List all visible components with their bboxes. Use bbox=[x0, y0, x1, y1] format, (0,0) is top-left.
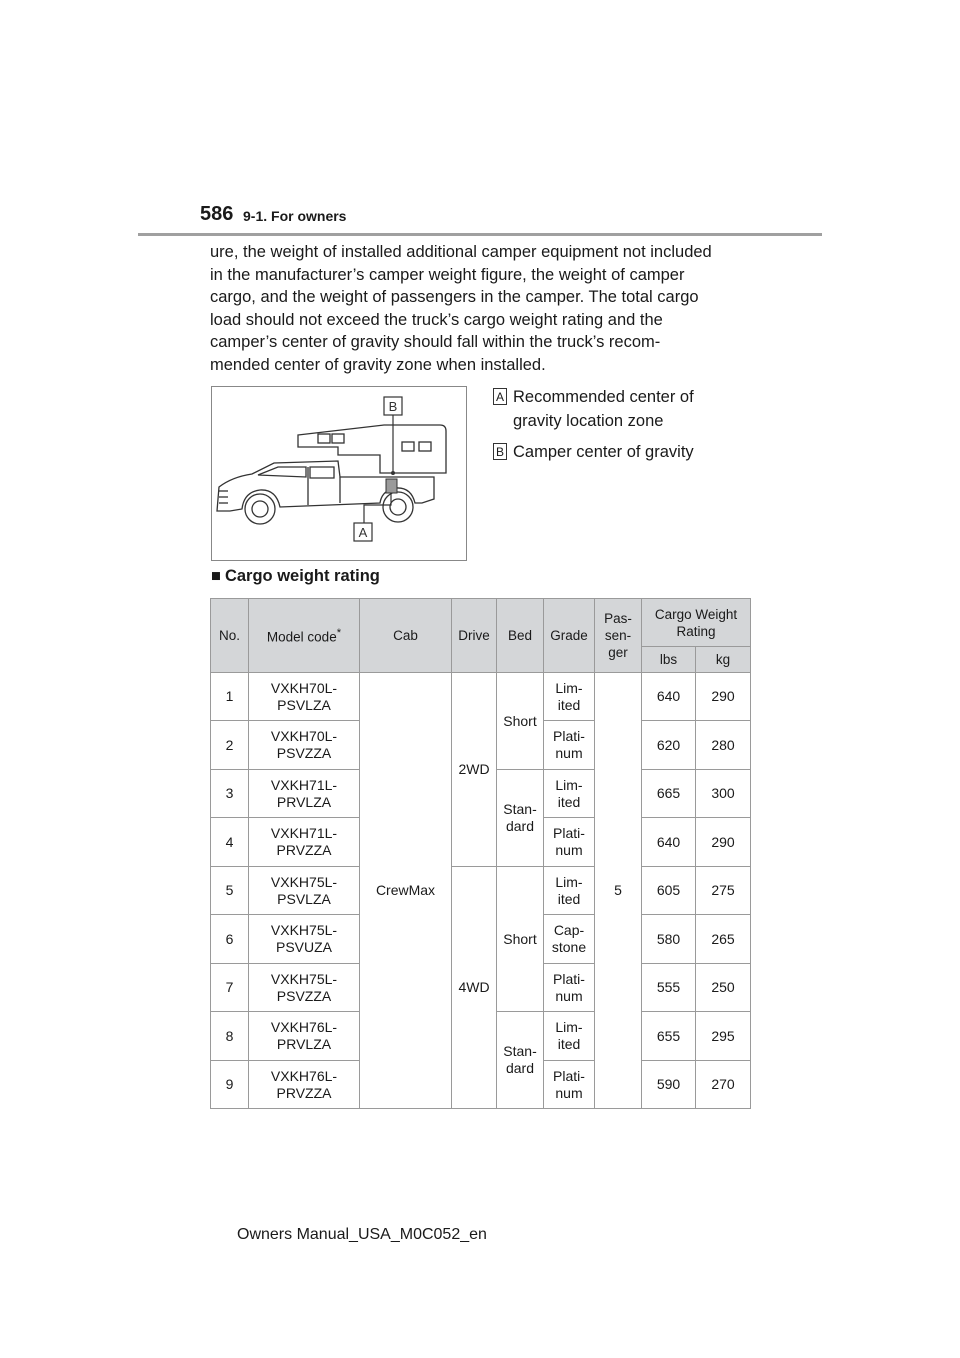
cell-model: VXKH70L- PSVZZA bbox=[249, 721, 360, 770]
camper-outline bbox=[298, 425, 446, 473]
cell-no: 3 bbox=[211, 770, 249, 818]
page-number: 586 bbox=[200, 203, 234, 225]
cell-model: VXKH71L- PRVZZA bbox=[249, 818, 360, 867]
cell-lbs: 620 bbox=[642, 721, 696, 770]
cell-model: VXKH76L- PRVLZA bbox=[249, 1012, 360, 1061]
cell-model: VXKH71L- PRVLZA bbox=[249, 770, 360, 818]
cell-no: 2 bbox=[211, 721, 249, 770]
header-cargo-weight-rating: Cargo Weight Rating bbox=[642, 599, 751, 647]
header-divider bbox=[138, 233, 822, 236]
cell-lbs: 605 bbox=[642, 867, 696, 915]
cell-bed: Short bbox=[497, 867, 544, 1012]
cell-kg: 265 bbox=[696, 915, 751, 964]
page-footer: Owners Manual_USA_M0C052_en bbox=[237, 1226, 487, 1243]
cell-grade: Lim- ited bbox=[544, 867, 595, 915]
cell-grade: Plati- num bbox=[544, 818, 595, 867]
header-model-code-text: Model code bbox=[266, 629, 337, 645]
header-grade: Grade bbox=[544, 599, 595, 673]
section-title: 9-1. For owners bbox=[243, 208, 347, 224]
cell-kg: 290 bbox=[696, 673, 751, 721]
cell-lbs: 665 bbox=[642, 770, 696, 818]
cell-model: VXKH75L- PSVZZA bbox=[249, 964, 360, 1012]
legend-item-b bbox=[493, 440, 694, 464]
cell-grade: Cap- stone bbox=[544, 915, 595, 964]
header-cab: Cab bbox=[360, 599, 452, 673]
cell-model: VXKH75L- PSVUZA bbox=[249, 915, 360, 964]
cell-lbs: 640 bbox=[642, 818, 696, 867]
cell-kg: 275 bbox=[696, 867, 751, 915]
cell-no: 5 bbox=[211, 867, 249, 915]
table-row bbox=[211, 673, 751, 721]
cell-no: 6 bbox=[211, 915, 249, 964]
cell-bed: Short bbox=[497, 673, 544, 770]
cell-bed: Stan- dard bbox=[497, 1012, 544, 1109]
truck-camper-illustration bbox=[212, 387, 466, 560]
camper-window bbox=[332, 434, 344, 443]
cell-lbs: 640 bbox=[642, 673, 696, 721]
square-bullet-icon: ■ bbox=[211, 567, 221, 585]
truck-window bbox=[310, 467, 334, 478]
header-lbs: lbs bbox=[642, 647, 696, 673]
cell-model: VXKH70L- PSVLZA bbox=[249, 673, 360, 721]
cell-grade: Lim- ited bbox=[544, 770, 595, 818]
cargo-weight-table bbox=[210, 598, 751, 1109]
truck-body bbox=[217, 461, 434, 511]
legend-text: gravity location zone bbox=[513, 412, 664, 430]
cell-no: 1 bbox=[211, 673, 249, 721]
cell-lbs: 580 bbox=[642, 915, 696, 964]
cell-kg: 280 bbox=[696, 721, 751, 770]
cell-drive: 2WD bbox=[452, 673, 497, 867]
cell-grade: Lim- ited bbox=[544, 673, 595, 721]
camper-window bbox=[419, 442, 431, 451]
header-drive: Drive bbox=[452, 599, 497, 673]
legend-item-a bbox=[493, 385, 694, 433]
cog-zone-a bbox=[386, 479, 397, 493]
cell-kg: 300 bbox=[696, 770, 751, 818]
cell-grade: Lim- ited bbox=[544, 1012, 595, 1061]
body-paragraph bbox=[210, 241, 770, 377]
label-a: A bbox=[358, 525, 368, 540]
body-line: cargo, and the weight of passengers in the camper. The total cargo bbox=[210, 288, 699, 307]
body-line: load should not exceed the truck’s cargo weight rating and the bbox=[210, 310, 663, 329]
body-line: ure, the weight of installed additional camper equipment not included bbox=[210, 243, 712, 261]
cell-grade: Plati- num bbox=[544, 1061, 595, 1109]
cell-no: 9 bbox=[211, 1061, 249, 1109]
cell-lbs: 655 bbox=[642, 1012, 696, 1061]
cell-drive: 4WD bbox=[452, 867, 497, 1109]
cell-passenger: 5 bbox=[595, 673, 642, 1109]
header-kg: kg bbox=[696, 647, 751, 673]
legend-key-a: A bbox=[493, 388, 507, 405]
body-line: in the manufacturer’s camper weight figure, the weight of camper bbox=[210, 265, 685, 284]
cell-kg: 295 bbox=[696, 1012, 751, 1061]
front-wheel bbox=[245, 494, 275, 524]
cell-grade: Plati- num bbox=[544, 721, 595, 770]
cell-lbs: 555 bbox=[642, 964, 696, 1012]
footnote-marker: * bbox=[336, 627, 342, 640]
label-b: B bbox=[388, 399, 398, 414]
cell-kg: 250 bbox=[696, 964, 751, 1012]
body-line: mended center of gravity zone when installed. bbox=[210, 355, 546, 374]
header-bed: Bed bbox=[497, 599, 544, 673]
body-line: camper’s center of gravity should fall within the truck’s recom- bbox=[210, 333, 661, 352]
cell-no: 7 bbox=[211, 964, 249, 1012]
table-row bbox=[211, 867, 751, 915]
cell-no: 4 bbox=[211, 818, 249, 867]
camper-window bbox=[318, 434, 330, 443]
section-subheading bbox=[211, 567, 380, 586]
truck-camper-figure bbox=[211, 386, 467, 561]
header-no: No. bbox=[211, 599, 249, 673]
header-model-code bbox=[249, 599, 360, 673]
cell-kg: 290 bbox=[696, 818, 751, 867]
subheading-text: Cargo weight rating bbox=[224, 567, 380, 585]
cell-grade: Plati- num bbox=[544, 964, 595, 1012]
camper-window bbox=[402, 442, 414, 451]
rear-wheel bbox=[383, 492, 413, 522]
cell-lbs: 590 bbox=[642, 1061, 696, 1109]
cell-model: VXKH76L- PRVZZA bbox=[249, 1061, 360, 1109]
cell-model: VXKH75L- PSVLZA bbox=[249, 867, 360, 915]
legend-text: Camper center of gravity bbox=[513, 443, 694, 461]
figure-legend bbox=[493, 385, 694, 471]
cell-bed: Stan- dard bbox=[497, 770, 544, 867]
truck-window bbox=[258, 467, 306, 477]
legend-key-b: B bbox=[493, 443, 507, 460]
header-passenger: Pas- sen- ger bbox=[595, 599, 642, 673]
legend-text: Recommended center of bbox=[513, 388, 694, 406]
cell-cab: CrewMax bbox=[360, 673, 452, 1109]
cell-no: 8 bbox=[211, 1012, 249, 1061]
cell-kg: 270 bbox=[696, 1061, 751, 1109]
